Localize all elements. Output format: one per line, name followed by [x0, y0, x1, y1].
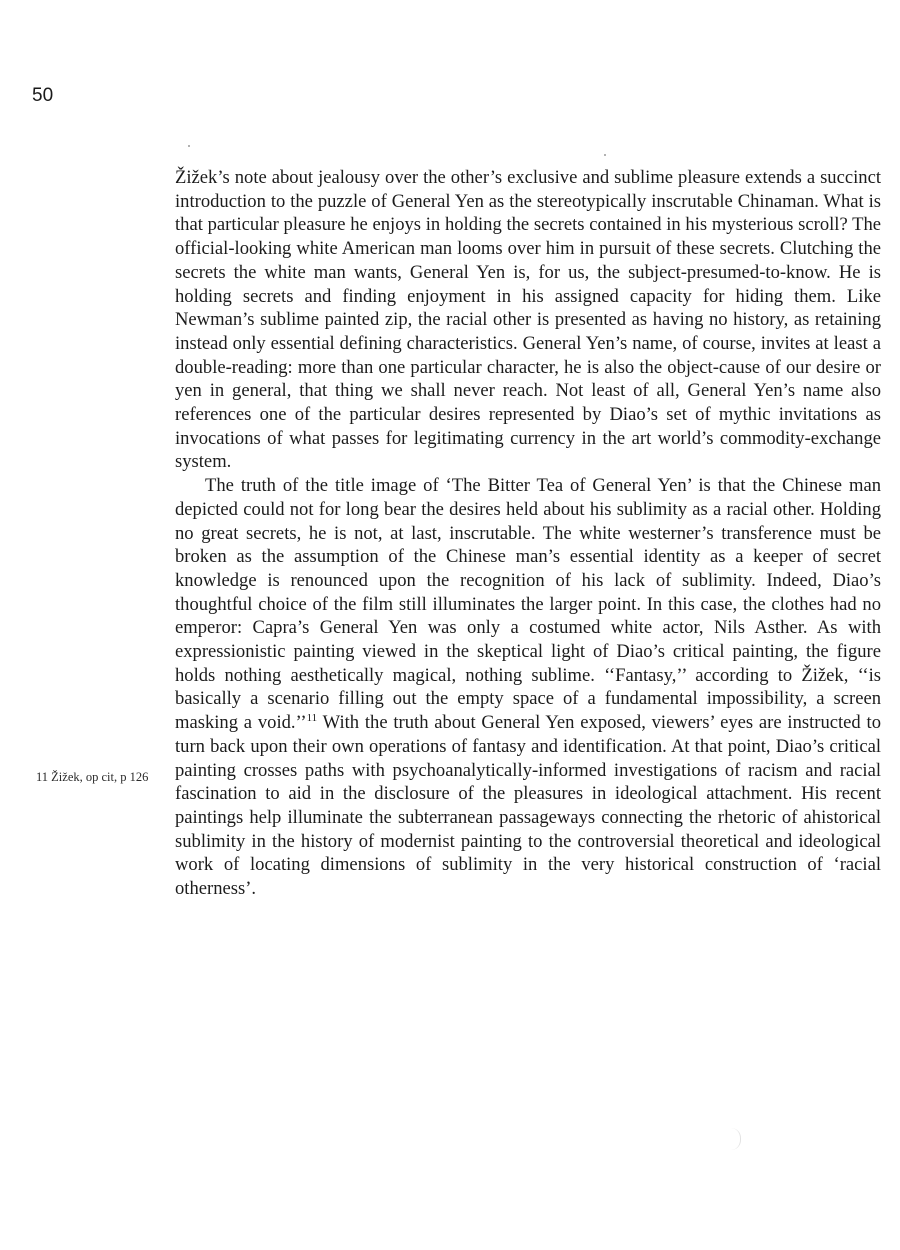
margin-note-ref: 11: [36, 770, 49, 784]
page-number: 50: [32, 85, 54, 106]
footnote-marker: 11: [306, 711, 318, 724]
margin-note: [36, 769, 148, 785]
paragraph-1: Žižek’s note about jealousy over the other’s exclusive and sublime pleasure extends a succinct introduction to the puzzle of General Yen as the stereotypically inscrutable Chinaman. What is that particular pleasure he enjoys in holding the secrets contained in his mysterious scroll? The official-looking white American man looms over him in pursuit of these secrets. Clutching the secrets the white man wants, General Yen is, for us, the subject-presumed-to-know. He is holding secrets and finding enjoyment in his assigned capacity for hiding them. Like Newman’s sublime painted zip, the racial other is presented as having no history, as retaining instead only essential defining characteristics. General Yen’s name, of course, invites at least a double-reading: more than one particular character, he is also the object-cause of our desire or yen in general, that thing we shall never reach. Not least of all, General Yen’s name also references one of the particular desires represented by Diao’s set of mythic invitations as invocations of what passes for legitimating currency in the art world’s commodity-exchange system.: [175, 167, 881, 473]
scan-smudge: [726, 1128, 741, 1150]
paragraph-2: [175, 474, 881, 901]
paragraph-2-text-after-note: With the truth about General Yen exposed, viewers’ eyes are instructed to turn back upon their own operations of fantasy and identification. At that point, Diao’s critical painting crosses paths with psychoanalytically-informed investigations of racism and racial fascination to aid in the disclosure of the pleasures in ideological attachment. His recent paintings help illuminate the subterranean passageways connecting the rhetoric of ahistorical sublimity in the history of modernist painting to the controversial theoretical and ideological work of locating dimensions of sublimity in the very historical construction of ‘racial otherness’.: [175, 712, 881, 900]
margin-note-text: Žižek, op cit, p 126: [51, 770, 149, 784]
scan-speck: [604, 154, 606, 156]
body-text: [175, 166, 881, 901]
scan-speck: [188, 145, 190, 147]
paragraph-2-text-before-note: The truth of the title image of ‘The Bitter Tea of General Yen’ is that the Chinese man depicted could not for long bear the desires held about his sublimity as a racial other. Holding no great secrets, he is not, at last, inscrutable. The white westerner’s transference must be broken as the assumption of the Chinese man’s essential identity as a keeper of secret knowledge is renounced upon the recognition of his lack of sublimity. Indeed, Diao’s thoughtful choice of the film still illuminates the larger point. In this case, the clothes had no emperor: Capra’s General Yen was only a costumed white actor, Nils Asther. As with expressionistic painting viewed in the skeptical light of Diao’s critical painting, the figure holds nothing aesthetically magical, nothing sublime. ‘‘Fantasy,’’ according to Žižek, ‘‘is basically a scenario filling out the empty space of a fundamental impossibility, a screen masking a void.’’: [175, 475, 881, 734]
